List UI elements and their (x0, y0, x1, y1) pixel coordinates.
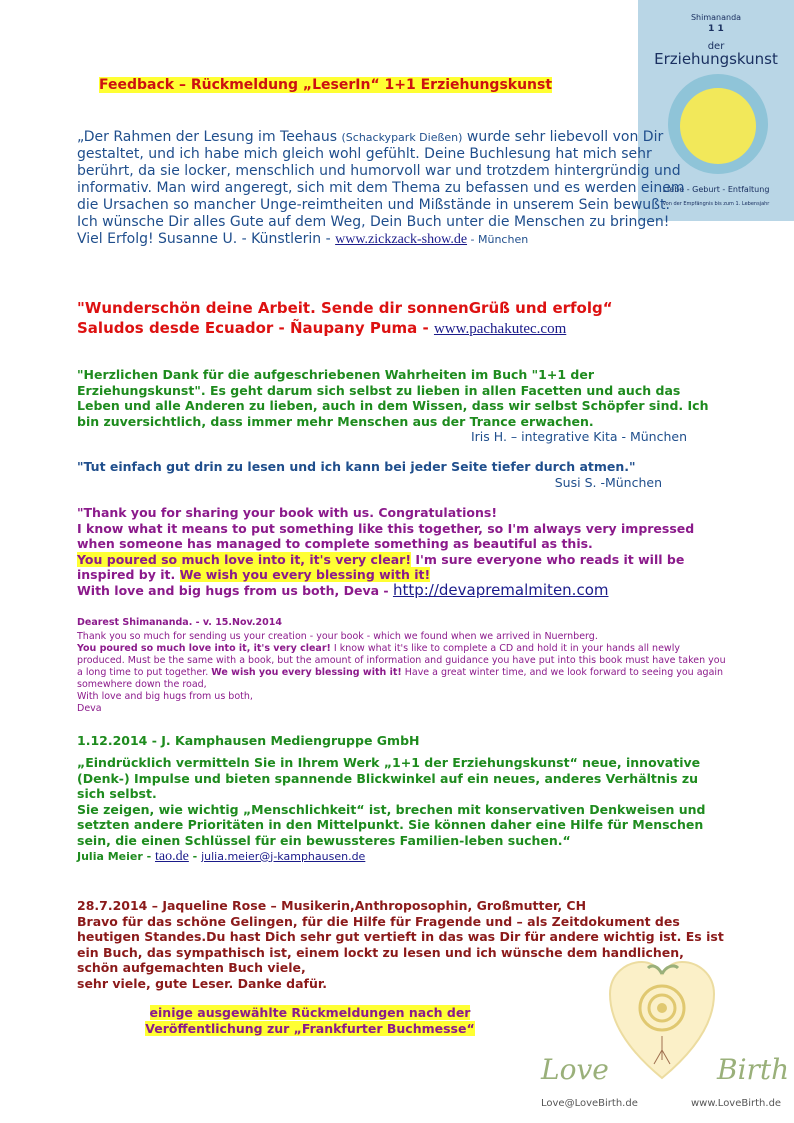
feedback-text: sehr viele, gute Leser. Danke dafür. (77, 975, 327, 991)
feedback-naupany (77, 298, 707, 339)
feedback-text: "Thank you for sharing your book with us. Congratulations! (77, 505, 498, 520)
link-devapremalmiten[interactable]: http://devapremalmiten.com (392, 580, 609, 599)
feedback-kamphausen (77, 755, 727, 864)
feedback-text: Sie zeigen, wie wichtig „Menschlichkeit“ ist, brechen mit konservativen Denkweisen und setzten andere Prioritäten in den Mittelpunkt. Sie können daher eine Hilfe für Menschen sein, die einen Schlüssel für ein bewussteres Familien-leben suchen.“ (77, 801, 706, 848)
letter-text: Thank you so much for sending us your creation - your book - which we found when we arrived in Nuernberg. (77, 631, 598, 642)
letter-bold-text: You poured so much love into it, it's very clear! (77, 643, 331, 654)
link-zickzack[interactable]: www.zickzack-show.de (335, 232, 468, 247)
letter-deva (77, 617, 727, 715)
feedback-signature: Iris H. – integrative Kita - München (470, 429, 687, 445)
feedback-text: "Wunderschön deine Arbeit. Sende dir sonnenGrüß und erfolg“ (77, 299, 613, 317)
cover-tagline: Liebe - Geburt - Entfaltung (662, 185, 770, 194)
link-email-julia[interactable]: julia.meier@j-kamphausen.de (201, 849, 366, 863)
feedback-location-note: (Schackypark Dießen) (341, 131, 463, 144)
separator: - (188, 849, 202, 863)
highlighted-text: You poured so much love into it, it's very clear! (77, 551, 412, 567)
letter-text: I know what it's like to complete a CD and hold it in your hands all newly produced. Must be the same with a book, but the amount of information and guidance you have put into this book must have taken you a long time to put together. (77, 643, 726, 678)
note-line: einige ausgewählte Rückmeldungen nach der (149, 1005, 471, 1020)
feedback-text: "Herzlichen Dank für die aufgeschriebenen Wahrheiten im Buch "1+1 der Erziehungskunst". Es geht darum sich selbst zu lieben in allen Facetten und auch das Leben und alle Anderen zu lieben, auch in dem Wissen, dass wir selbst Schöpfer sind. Ich bin zuversichtlich, dass immer mehr Menschen aus der Trance erwachen. (77, 367, 709, 429)
note-line: Veröffentlichung zur „Frankfurter Buchmesse“ (145, 1021, 475, 1036)
lovebirth-logo (535, 960, 794, 1123)
cover-title: Erziehungskunst (654, 50, 778, 68)
letter-text: Have a great winter time, and we look forward to seeing you again somewhere down the road, (77, 667, 724, 690)
link-tao[interactable]: tao.de (155, 848, 189, 864)
feedback-iris (77, 367, 717, 445)
feedback-signature: Saludos desde Ecuador - Ñaupany Puma - (77, 319, 434, 337)
letter-text: With love and big hugs from us both, (77, 691, 253, 702)
feedback-text: „Der Rahmen der Lesung im Teehaus (77, 129, 342, 145)
cover-author: Shimananda (690, 13, 742, 22)
feedback-text: „Eindrücklich vermitteln Sie in Ihrem Werk „1+1 der Erziehungskunst“ neue, innovative (Denk-) Impulse und bieten spannende Blickwinkel auf ein neues, anderes Verhältnis zu sich selbst. (77, 755, 701, 802)
cover-der: der (707, 41, 725, 52)
logo-email[interactable]: Love@LoveBirth.de (541, 1098, 638, 1109)
feedback-text: Ich wünsche Dir alles Gute auf dem Weg, Dein Buch unter die Menschen zu bringen! (77, 214, 670, 230)
feedback-deva (77, 505, 727, 599)
feedback-text: wurde sehr liebevoll von Dir gestaltet, und ich habe mich gleich wohl gefühlt. Deine Buchlesung hat mich sehr berührt, da sie locker, menschlich und humorvoll war und trotzdem hintergründig und informativ. Man wird angeregt, sich mit dem Thema zu befassen und es werden einem die Ursachen so mancher Unge-reimtheiten und Mißstände in unserem Sein bewußt. (77, 129, 685, 213)
feedback-susi (77, 459, 717, 490)
feedback-signature: Julia Meier - (77, 849, 156, 863)
cover-mark: 1 1 (708, 24, 724, 34)
feedback-text: "Tut einfach gut drin zu lesen und ich kann bei jeder Seite tiefer durch atmen." (77, 459, 636, 474)
highlighted-text: We wish you every blessing with it! (179, 567, 431, 583)
heart-icon (608, 960, 716, 1080)
feedback-text: I'm sure everyone who reads it will be inspired by it. (77, 551, 685, 583)
letter-bold-text: We wish you every blessing with it! (211, 667, 402, 678)
letter-signature: Deva (77, 703, 102, 714)
footer-note (130, 1005, 490, 1037)
feedback-signature: Viel Erfolg! Susanne U. - Künstlerin - (77, 231, 336, 247)
link-pachakutec[interactable]: www.pachakutec.com (433, 321, 567, 337)
page-title: Feedback – Rückmeldung „LeserIn“ 1+1 Erziehungskunst (99, 77, 553, 93)
feedback-heading: 28.7.2014 – Jaqueline Rose – Musikerin,Anthroposophin, Großmutter, CH (77, 898, 587, 913)
feedback-susanne (77, 129, 707, 248)
letter-heading: Dearest Shimananda. - v. 15.Nov.2014 (77, 617, 282, 628)
feedback-heading-kamphausen: 1.12.2014 - J. Kamphausen Mediengruppe GmbH (77, 733, 420, 748)
feedback-text: I know what it means to put something like this together, so I'm always very impressed when someone has managed to complete something as beautiful as this. (77, 520, 695, 552)
logo-birth: Birth (717, 1053, 790, 1086)
feedback-city: - München (467, 233, 529, 246)
logo-website[interactable]: www.LoveBirth.de (691, 1098, 782, 1109)
feedback-text: Bravo für das schöne Gelingen, für die Hilfe für Fragende und – als Zeitdokument des heutigen Standes.Du hast Dich sehr gut vertieft in das was Dir für andere wichtig ist. Es ist ein Buch, das sympathisch ist, einem lockt zu lesen und ich wünsche dem handlichen, schön aufgemachten Buch viele, (77, 913, 724, 976)
feedback-signature: Susi S. -München (554, 474, 662, 490)
logo-love: Love (541, 1053, 609, 1086)
cover-subtitle: Von der Empfängnis bis zum 1. Lebensjahr (662, 201, 770, 207)
feedback-signature: With love and big hugs from us both, Deva - (77, 582, 393, 598)
